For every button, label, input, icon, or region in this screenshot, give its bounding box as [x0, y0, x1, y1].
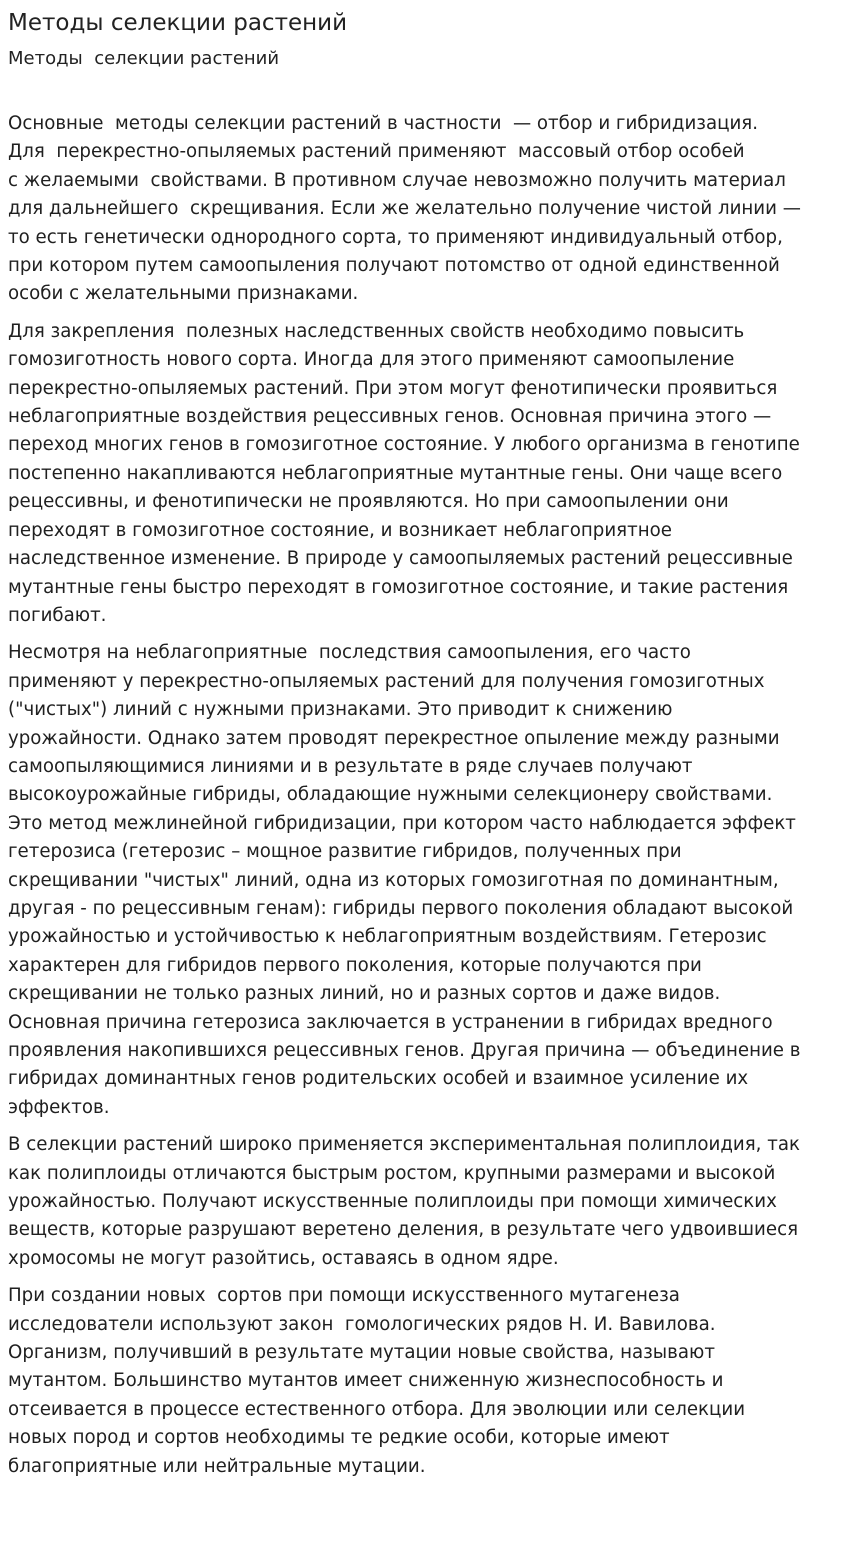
page-title: Методы селекции растений — [8, 10, 348, 36]
article-paragraph-2: Для закрепления полезных наследственных свойств необходимо повысить гомозиготность нового сорта. Иногда для этого применяют самоопыление перекрестно-опыляемых растений. При этом могут фенотипически проявиться неблагоприятные воздействия рецессивных генов. Основная причина этого — переход многих генов в гомозиготное состояние. У любого организма в генотипе постепенно накапливаются неблагоприятные мутантные гены. Они чаще всего рецессивны, и фенотипически не проявляются. Но при самоопылении они переходят в гомозиготное состояние, и возникает неблагоприятное наследственное изменение. В природе у самоопыляемых растений рецессивные мутантные гены быстро переходят в гомозиготное состояние, и такие растения погибают. — [8, 320, 800, 626]
article-subtitle: Методы селекции растений — [8, 48, 280, 69]
article-paragraph-5: При создании новых сортов при помощи искусственного мутагенеза исследователи используют закон гомологических рядов Н. И. Вавилова. Организм, получивший в результате мутации новые свойства, называют мутантом. Большинство мутантов имеет сниженную жизнеспособность и отсеивается в процессе естественного отбора. Для эволюции или селекции новых пород и сортов необходимы те редкие особи, которые имеют благоприятные или нейтральные мутации. — [8, 1285, 746, 1477]
article-paragraph-4: В селекции растений широко применяется экспериментальная полиплоидия, так как полиплоиды отличаются быстрым ростом, крупными размерами и высокой урожайностью. Получают искусственные полиплоиды при помощи химических веществ, которые разрушают веретено деления, в результате чего удвоившиеся хромосомы не могут разойтись, оставаясь в одном ядре. — [8, 1134, 800, 1269]
article-body — [8, 110, 839, 1481]
article-paragraph-1: Основные методы селекции растений в частности — отбор и гибридизация. Для перекрестно-опыляемых растений применяют массовый отбор особей с желаемыми свойствами. В противном случае невозможно получить материал для дальнейшего скрещивания. Если же желательно получение чистой линии — то есть генетически однородного сорта, то применяют индивидуальный отбор, при котором путем самоопыления получают потомство от одной единственной особи с желательными признаками. — [8, 113, 801, 305]
article-paragraph-3: Несмотря на неблагоприятные последствия самоопыления, его часто применяют у перекрестно-опыляемых растений для получения гомозиготных ("чистых") линий с нужными признаками. Это приводит к снижению урожайности. Однако затем проводят перекрестное опыление между разными самоопыляющимися линиями и в результате в ряде случаев получают высокоурожайные гибриды, обладающие нужными селекционеру свойствами. Это метод межлинейной гибридизации, при котором часто наблюдается эффект гетерозиса (гетерозис – мощное развитие гибридов, полученных при скрещивании "чистых" линий, одна из которых гомозиготная по доминантным, другая - по рецессивным генам): гибриды первого поколения обладают высокой урожайностью и устойчивостью к неблагоприятным воздействиям. Гетерозис характерен для гибридов первого поколения, которые получаются при скрещивании не только разных линий, но и разных сортов и даже видов. Основная причина гетерозиса заключается в устранении в гибридах вредного проявления накопившихся рецессивных генов. Другая причина — объединение в гибридах доминантных генов родительских особей и взаимное усиление их эффектов. — [8, 642, 801, 1118]
